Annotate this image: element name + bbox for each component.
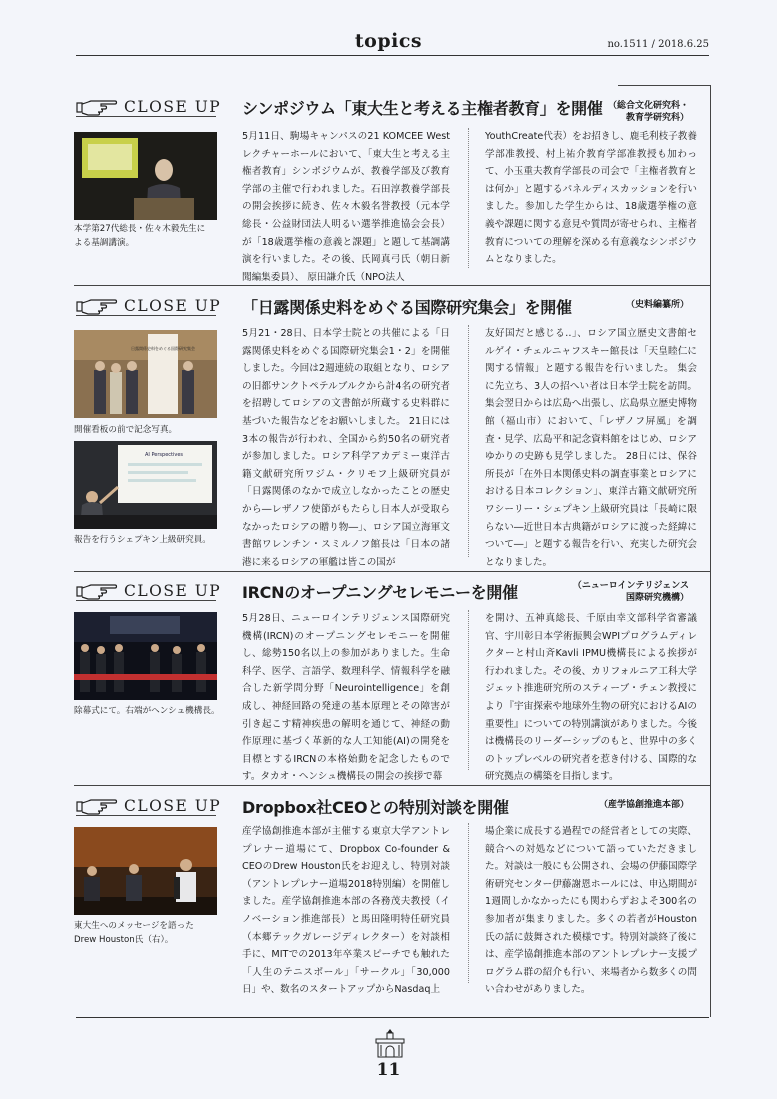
column-divider	[468, 823, 469, 983]
close-up-label: CLOSE UP	[124, 582, 222, 600]
photo-caption: 報告を行うシェプキン上級研究員。	[74, 535, 211, 545]
photo-caption: 本学第27代総長・佐々木毅先生に よる基調講演。	[74, 224, 206, 248]
slide-text: AI Perspectives	[144, 452, 184, 458]
footer-rule	[76, 1017, 709, 1018]
sign-text: 日露関係史料をめぐる国際研究集会	[131, 346, 195, 351]
article-left-column: 5月21・28日、日本学士院との共催による「日露関係史料をめぐる国際研究集会1・2」を開催しました。今回は2週連続の取組となり、ロシアの旧都サンクトペテルブルクから計4名の研究者を招聘してロシアの文書館が所蔵する史料群に基づいた報告などをお願いしました。 21日には3本の報告が行われ、全国から約50名の研究者が参加しました。ロシア科学アカデミー東洋古籍文献研究所ワジム・クリモフ上級研究員が「日露関係のなかで成立しなかったことの歴史から―レザノフ使節がもたらし日本人が受取らなかったロシアの贈り物―」、ロシア国立海軍文書館ワレンチン・スミルノフ館長は「日本の諸港に来るロシアの軍艦は皆この国が	[242, 328, 450, 568]
column-divider	[468, 610, 469, 770]
section-separator	[74, 571, 710, 572]
article-left-column: 5月11日、駒場キャンパスの21 KOMCEE Westレクチャーホールにおいて、「東大生と考える主権者教育」シンポジウムが、教養学部及び教育学部の主催で行われました。石田淳教養学部長の開会挨拶に続き、佐々木毅名誉教授（元本学総長・公益財団法人明るい選挙推進協会会長）が「18歳選挙権の意義と課題」と題して基調講演を行いました。その後、氏岡真弓氏（朝日新聞編集委員）、 原田謙介氏（NPO法人	[242, 131, 450, 283]
frame-top-rule	[618, 85, 710, 86]
column-divider	[468, 128, 469, 268]
close-up-label: CLOSE UP	[124, 797, 222, 815]
photo-caption: 開催看板の前で記念写真。	[74, 425, 178, 435]
pointing-hand-icon	[76, 97, 118, 117]
section-rule	[76, 815, 216, 816]
article-right-column: 友好国だと感じる‥」、ロシア国立歴史文書館セルゲイ・チェルニャフスキー館長は「天皇睦仁に関する情報」と題する報告を行いました。 集会に先立ち、3人の招へい者は日本学士院を訪問。集会翌日からは広島へ出張し、広島県立歴史博物館（福山市）において、「レザノフ屏風」を調査・見学、広島平和記念資料館をはじめ、ロシアゆかりの史跡も見学しました。 28日には、保谷所長が「在外日本関係史料の調査事業とロシアにおける日本コレクション」、東洋古籍文献研究所ワシーリー・シェプキン上級研究員は「長崎に限らない―近世日本古典籍がロシアに渡った経緯について―」と題する報告を行い、充実した研究会となりました。	[485, 328, 697, 568]
photo-caption: 東大生へのメッセージを語った Drew Houston氏（右）。	[74, 921, 194, 945]
section-rule	[76, 315, 216, 316]
issue-number: no.1511 / 2018.6.25	[607, 39, 709, 50]
section-rule	[76, 600, 216, 601]
article-left-column: 5月28日、ニューロインテリジェンス国際研究機構(IRCN)のオープニングセレモニーを開催し、総勢150名以上の参加がありました。生命科学、医学、言語学、数理科学、情報科学を融合した新学問分野「Neurointelligence」を創成し、神経回路の発達の基本原理とその障害が引き起こす精神疾患の解明を通じて、神経の動作原理に基づく革新的な人工知能(AI)の開発を目標とするIRCNの本格始動を記念したものです。タカオ・ヘンシュ機構長の開会の挨拶で幕	[242, 613, 450, 783]
article-title: IRCNのオープニングセレモニーを開催	[242, 583, 518, 602]
article-dept: （産学協創推進本部）	[598, 800, 689, 810]
article-title: 「日露関係史料をめぐる国際研究集会」を開催	[242, 298, 572, 317]
section-rule	[76, 116, 216, 117]
dialogue-photo	[74, 827, 217, 915]
article-left-column: 産学協創推進本部が主催する東京大学アントレプレナー道場にて、Dropbox Co-founder & CEOのDrew Houston氏をお迎えし、特別対談（アントレプレナー道場2018特別編）を開催しました。産学協創推進本部の各務茂夫教授（イノベーション推進部長）と馬田隆明特任研究員（本郷テックガレージディレクター）を対談相手に、MITでの2013年卒業スピーチでも触れた「人生のテニスボール」「サークル」「30,000日」や、数名のスタートアップからNasdaq上	[242, 826, 450, 996]
article-dept: （史料編纂所）	[625, 300, 689, 310]
presentation-photo	[74, 441, 217, 529]
article-title: シンポジウム「東大生と考える主権者教育」を開催	[242, 99, 603, 118]
group-photo	[74, 330, 217, 418]
ceremony-photo	[74, 612, 217, 700]
header-rule	[76, 55, 709, 56]
lecture-photo	[74, 132, 217, 220]
section-separator	[74, 285, 710, 286]
section-separator	[74, 785, 710, 786]
article-dept: （ニューロインテリジェンス 国際研究機構）	[572, 581, 689, 603]
frame-right-rule	[710, 85, 711, 1017]
page-header	[0, 0, 777, 60]
pointing-hand-icon	[76, 796, 118, 816]
header-title: topics	[354, 30, 423, 52]
page-number: 11	[376, 1060, 401, 1080]
university-gate-icon	[373, 1027, 407, 1061]
article-right-column: を開け、五神真総長、千原由幸文部科学省審議官、宇川彰日本学術振興会WPIプログラムディレクターと村山斉Kavli IPMU機構長による挨拶が行われました。その後、カリフォルニア工科大学ジェット推進研究所のスティーブ・チェン教授により『宇宙探索や地球外生物の研究におけるAIの重要性』についての特別講演がありました。今後は機構長のリーダーシップのもと、世界中の多くのトップレベルの研究者を惹き付ける、国際的な研究拠点の構築を目指します。	[485, 613, 697, 783]
photo-caption: 除幕式にて。右端がヘンシュ機構長。	[74, 706, 220, 716]
column-divider	[468, 325, 469, 557]
article-title: Dropbox社CEOとの特別対談を開催	[242, 798, 509, 817]
article-right-column: 場企業に成長する過程での経営者としての実際、競合への対処などについて語っていただきました。対談は一般にも公開され、会場の伊藤国際学術研究センター伊藤謝恩ホールには、申込期間が1週間しかなかったにも関わらずおよそ300名の参加者が集まりました。多くの若者がHouston氏の話に鼓舞された模様です。特別対談終了後には、産学協創推進本部のアントレプレナー支援プログラム群の紹介も行い、来場者から数多くの問い合わせがありました。	[485, 826, 697, 996]
pointing-hand-icon	[76, 581, 118, 601]
pointing-hand-icon	[76, 296, 118, 316]
close-up-label: CLOSE UP	[124, 98, 222, 116]
article-dept: （総合文化研究科・ 教育学研究科）	[607, 101, 689, 123]
article-right-column: YouthCreate代表）をお招きし、鹿毛利枝子教養学部准教授、村上祐介教育学部准教授も加わって、小玉重夫教育学部長の司会で「主権者教育とは何か」と題するパネルディスカッションを行いました。参加した学生からは、18歳選挙権の意義や課題に関する意見や質問が寄せられ、主権者教育についての理解を深める有意義なシンポジウムとなりました。	[485, 131, 697, 266]
close-up-label: CLOSE UP	[124, 297, 222, 315]
